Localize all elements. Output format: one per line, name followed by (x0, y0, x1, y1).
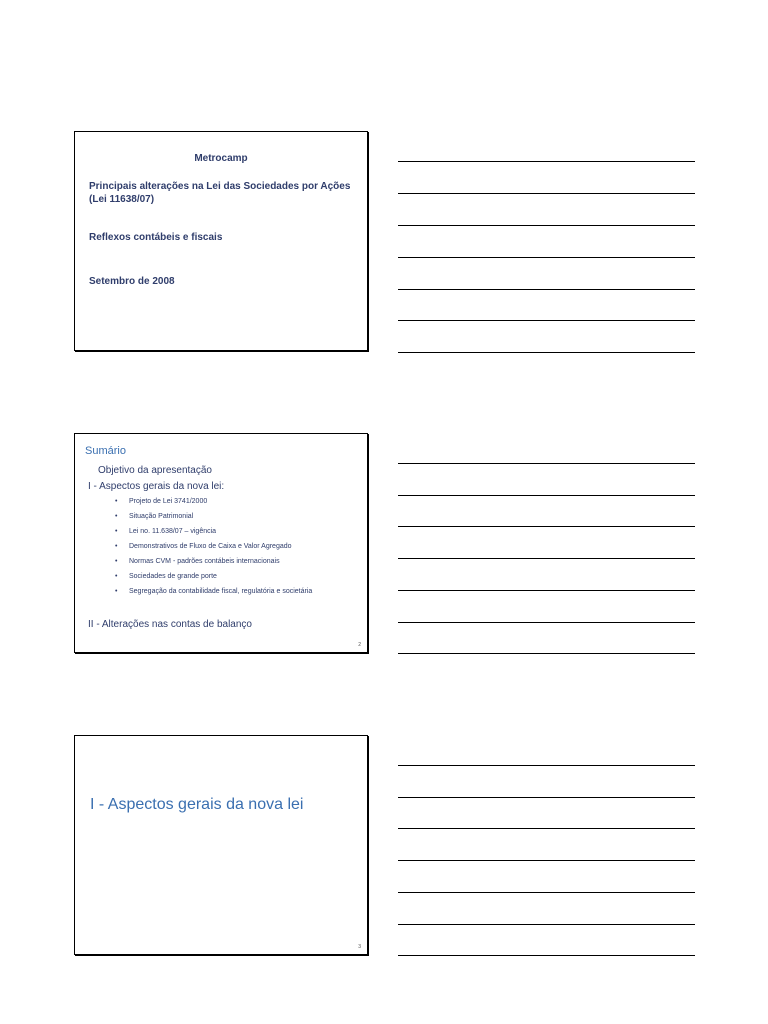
note-line (398, 526, 695, 527)
notes-area-2 (398, 463, 695, 663)
note-line (398, 860, 695, 861)
agenda-section-1: I - Aspectos gerais da nova lei: (88, 481, 225, 492)
note-line (398, 924, 695, 925)
note-line (398, 622, 695, 623)
note-line (398, 495, 695, 496)
slide-1 (74, 131, 368, 351)
list-item: • Sociedades de grande porte (115, 573, 217, 580)
slide-subtitle-secondary: Reflexos contábeis e fiscais (89, 232, 223, 243)
note-line (398, 320, 695, 321)
notes-area-3 (398, 765, 695, 965)
list-item: • Normas CVM - padrões contábeis internacionais (115, 558, 280, 565)
note-line (398, 193, 695, 194)
slide-title: I - Aspectos gerais da nova lei (90, 796, 304, 813)
list-item: • Situação Patrimonial (115, 513, 194, 520)
note-line (398, 225, 695, 226)
note-line (398, 590, 695, 591)
notes-area-1 (398, 161, 695, 361)
slide-title: Metrocamp (194, 153, 248, 164)
note-line (398, 955, 695, 956)
slide-date: Setembro de 2008 (89, 276, 175, 287)
slide-title: Sumário (85, 445, 126, 457)
note-line (398, 161, 695, 162)
note-line (398, 257, 695, 258)
note-line (398, 892, 695, 893)
list-item: • Projeto de Lei 3741/2000 (115, 498, 208, 505)
slide-2 (74, 433, 368, 653)
agenda-section-2: II - Alterações nas contas de balanço (88, 619, 252, 630)
note-line (398, 289, 695, 290)
list-item: • Lei no. 11.638/07 – vigência (115, 528, 217, 535)
note-line (398, 828, 695, 829)
note-line (398, 797, 695, 798)
slide-page-number: 3 (358, 944, 361, 950)
slide-page-number: 2 (358, 642, 361, 648)
note-line (398, 463, 695, 464)
list-item: • Demonstrativos de Fluxo de Caixa e Valor Agregado (115, 543, 292, 550)
agenda-objective: Objetivo da apresentação (98, 465, 212, 476)
slide-3 (74, 735, 368, 955)
note-line (398, 558, 695, 559)
note-line (398, 653, 695, 654)
list-item: • Segregação da contabilidade fiscal, regulatória e societária (115, 588, 313, 595)
note-line (398, 352, 695, 353)
note-line (398, 765, 695, 766)
agenda-bullet-list (115, 498, 351, 603)
slide-subtitle: Principais alterações na Lei das Sociedades por Ações (Lei 11638/07) (89, 181, 351, 205)
